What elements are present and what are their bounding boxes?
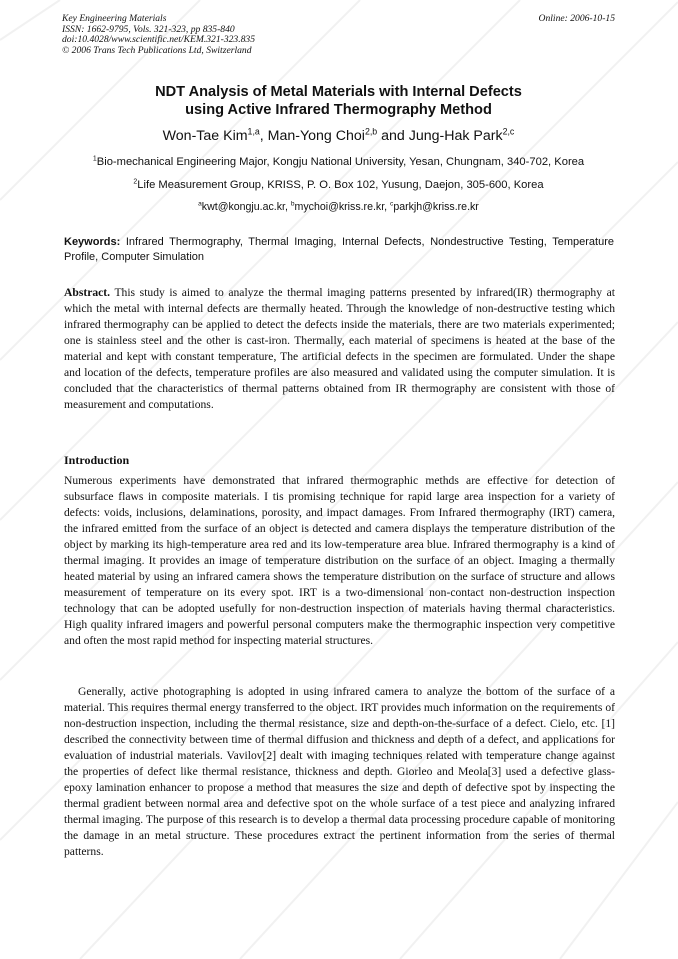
copyright-line: © 2006 Trans Tech Publications Ltd, Switzerland [62, 44, 252, 56]
abstract-label: Abstract. [64, 286, 111, 299]
title-line-2: using Active Infrared Thermography Method [185, 102, 492, 118]
author-name: Man-Yong Choi [267, 128, 365, 144]
email-address: kwt@kongju.ac.kr, [201, 201, 291, 213]
email-address: parkjh@kriss.re.kr [393, 201, 479, 213]
author-affil-sup: 2,b [364, 126, 378, 137]
introduction-paragraph-2: Generally, active photographing is adopted in using infrared camera to analyze the bottom of the surface of a material. This requires thermal energy transferred to the object. IRT provides much information on the requirements of non-destruction inspection, including the thermal resistance, size and depth-on-the-surface of a defect. Cielo, etc. [1] described the connectivity between time of thermal diffusion and thickness and depth of a defect, and applications for evaluation of industrial materials. Vavilov[2] dealt with imaging techniques related with temperature change against the properties of defect like thermal resistance, thickness and depth. Giorleo and Meola[3] used a defective glass-epoxy lamination enhancer to propose a method that measures the size and depth of defective spot by inspecting the thermal gradient between normal area and defective spot on the whole surface of a test piece and analyzing infrared thermal imaging. The purpose of this research is to develop a thermal data processing procedure capable of monitoring the damage in an metal structure. These procedures extract the pertinent information from the series of thermal patterns. [64, 685, 615, 858]
introduction-paragraph-1: Numerous experiments have demonstrated that infrared thermographic methds are effective for detection of subsurface flaws in composite materials. I tis promising technique for rapid large area inspection for a variety of defects: voids, inclusions, delaminations, porosity, and impact damages. From Infrared thermography (IRT) camera, the infrared emitted from the surface of an object is detected and camera displays the temperature distribution of the object by marking its high-temperature area red and its low-temperature area blue. Infrared thermography is a kind of thermal imaging. It provides an image of temperature distribution on the surface of an object. Imaging a thermally heated material by using an infrared camera shows the temperature distribution on the surface of structure and allows measurement of temperature on its every spot. IRT is a two-dimensional non-contact non-destruction inspection technology that can be adopted usefully for non-destruction inspection of materials having thermal characteristics. High quality infrared imagers and powerful personal computers make the thermographic inspection very competitive and often the most rapid method for inspecting material structures. [64, 474, 615, 647]
author-list [62, 127, 615, 145]
introduction-heading: Introduction [64, 453, 130, 467]
paper-title [62, 83, 615, 119]
email-sup: c [390, 200, 394, 208]
keywords-label: Keywords: [64, 236, 121, 248]
abstract-section [64, 285, 615, 413]
author-emails [62, 201, 615, 214]
affiliation-sup: 1 [92, 155, 97, 163]
doi-line: doi:10.4028/www.scientific.net/KEM.321-323.835 [62, 34, 256, 46]
online-date: Online: 2006-10-15 [538, 13, 615, 24]
email-sup: b [290, 200, 295, 208]
affiliation-text: Life Measurement Group, KRISS, P. O. Box 102, Yusung, Daejon, 305-600, Korea [137, 179, 544, 191]
email-address: mychoi@kriss.re.kr, [294, 201, 391, 213]
journal-header [62, 14, 392, 56]
keywords-section [64, 235, 614, 265]
issn-line: ISSN: 1662-9795, Vols. 321-323, pp 835-840 [62, 23, 235, 35]
email-sup: a [198, 200, 202, 208]
affiliation-1 [62, 156, 615, 169]
author-separator: and [377, 128, 409, 144]
abstract-text: This study is aimed to analyze the thermal imaging patterns presented by infrared(IR) thermography at which the metal with internal defects are thermally heated. Through the knowledge of non-destructive testing which infrared thermography can be applied to detect the defects inside the materials, there are two materials experimented; one is stainless steel and the other is cast-iron. Thermally, each material of specimens is heated at the base of the material and kept with constant temperature, The artificial defects in the specimen are formulated. Under the shape and location of the defects, temperature profiles are also measured and validated using the computer simulation. It is concluded that the characteristics of thermal patterns obtained from IR thermography are consistent with those of measurement and computations. [64, 286, 615, 411]
author-name: Jung-Hak Park [408, 128, 503, 144]
title-line-1: NDT Analysis of Metal Materials with Internal Defects [155, 84, 522, 100]
affiliation-text: Bio-mechanical Engineering Major, Kongju National University, Yesan, Chungnam, 340-702, Korea [96, 156, 585, 168]
author-separator: , [259, 128, 268, 144]
keywords-text: Infrared Thermography, Thermal Imaging, Internal Defects, Nondestructive Testing, Temperature Profile, Computer Simulation [64, 236, 614, 263]
affiliation-2 [62, 179, 615, 192]
affiliation-sup: 2 [133, 178, 138, 186]
author-name: Won-Tae Kim [162, 128, 248, 144]
author-affil-sup: 1,a [247, 126, 260, 137]
author-affil-sup: 2,c [502, 126, 515, 137]
journal-name: Key Engineering Materials [62, 13, 167, 24]
